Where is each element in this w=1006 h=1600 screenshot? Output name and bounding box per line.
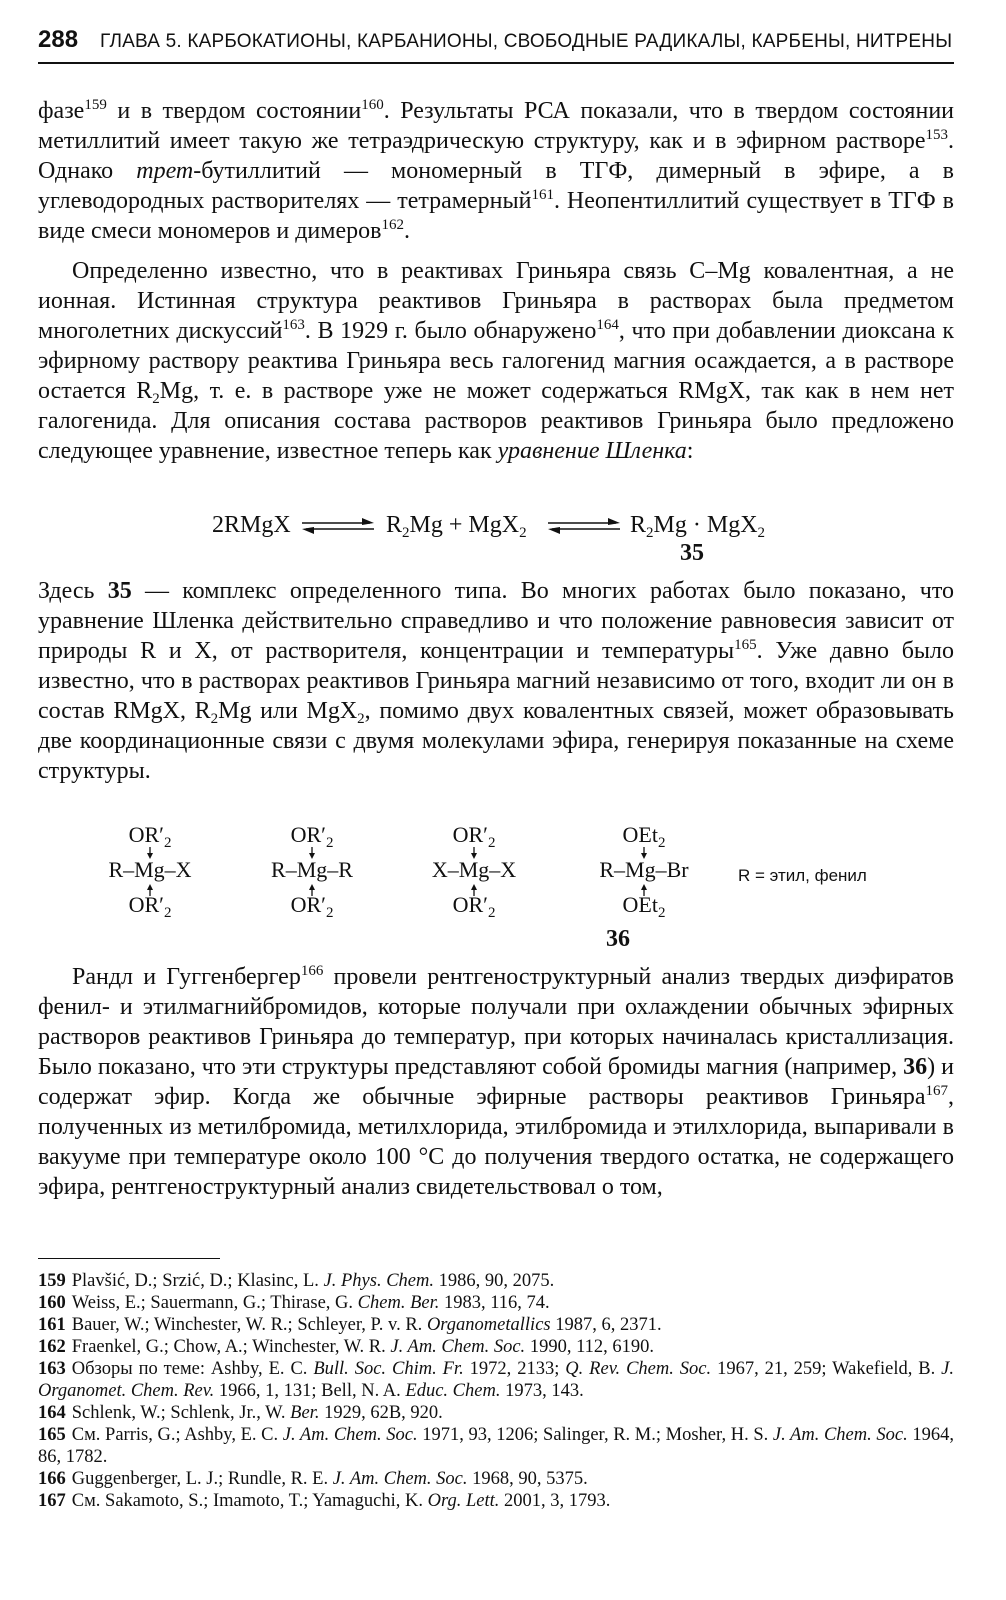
ether-ligand: $OR'_2$ [452, 892, 496, 921]
ref-166: 166 [300, 963, 324, 979]
ether-ligand: $OR'_2$ [452, 822, 496, 851]
structure-r2mg [252, 822, 372, 922]
structures-scheme [0, 822, 1006, 962]
structure-core: R–Mg–Br [599, 857, 689, 882]
paragraph-2: Определенно известно, что в реактивах Гриньяра связь C–Mg ковалентная, а не ионная. Истинная структура реактивов Гриньяра в растворах была предметом многолетних дискуссий$^{163}$. В 1929 г. было обнаружено$^{164}$, что при добавлении диоксана к эфирному раствору реактива Гриньяра весь галогенид магния осаждается, а в растворе остается $R_2Mg$, т. е. в растворе уже не может содержаться RMgX, так как в нем нет галогенида. Для описания состава растворов реактивов Гриньяра было предложено следующее уравнение, известное теперь как уравнение Шленка: [38, 258, 954, 464]
footnote-167: 167 См. Sakamoto, S.; Imamoto, T.; Yamaguchi, K. Org. Lett. 2001, 3, 1793. [38, 1491, 611, 1511]
schlenk-equation [0, 512, 1006, 572]
compound-label-35: 35 [680, 540, 704, 566]
footnote-163: 163 Обзоры по теме: Ashby, E. C. Bull. Soc. Chim. Fr. 1972, 2133; Q. Rev. Chem. Soc. 1967, 21, 259; Wakefield, B. J. Organomet. Chem. Rev. 1966, 1, 131; Bell, N. A. Educ. Chem. 1973, 143. [38, 1359, 954, 1401]
ether-ligand: $OR'_2$ [128, 822, 172, 851]
footnote-rule [38, 1258, 220, 1259]
page-number: 288 [38, 26, 79, 53]
r-definition: R = этил, фенил [738, 866, 867, 885]
ref-159: 159 [84, 97, 107, 113]
schlenk-equation-term: уравнение Шленка [497, 438, 687, 464]
equilibrium-arrow-icon [300, 516, 376, 536]
ether-ligand: OEt$_2$ [622, 822, 666, 851]
equation-term-2: $R_2Mg + MgX_2$ [386, 512, 527, 541]
structure-core: X–Mg–X [431, 857, 517, 882]
ref-162: 162 [381, 217, 404, 233]
compound-ref-36: 36 [903, 1054, 928, 1080]
running-title: ГЛАВА 5. КАРБОКАТИОНЫ, КАРБАНИОНЫ, СВОБОДНЫЕ РАДИКАЛЫ, КАРБЕНЫ, НИТРЕНЫ [100, 31, 953, 52]
footnote-162: 162 Fraenkel, G.; Chow, A.; Winchester, W. R. J. Am. Chem. Soc. 1990, 112, 6190. [38, 1337, 655, 1357]
footnote-159: 159 Plavšić, D.; Srzić, D.; Klasinc, L. J. Phys. Chem. 1986, 90, 2075. [38, 1271, 555, 1291]
running-header [38, 26, 954, 54]
compound-ref-35: 35 [107, 578, 132, 604]
ether-ligand: $OR'_2$ [290, 892, 334, 921]
equation-term-3: $R_2Mg \cdot MgX_2$ [630, 512, 766, 541]
footnotes [38, 1270, 954, 1512]
paragraph-1: фазе$^{159}$ и в твердом состоянии$^{160}$. Результаты РСА показали, что в твердом состоянии метиллитий имеет такую же тетраэдрическую структуру, как и в эфирном растворе$^{153}$. Однако трет-бутиллитий — мономерный в ТГФ, димерный в эфире, а в углеводородных растворителях — тетрамерный$^{161}$. Неопентиллитий существует в ТГФ в виде смеси мономеров и димеров$^{162}$. [38, 97, 955, 244]
ref-153: 153 [925, 127, 948, 143]
footnote-160: 160 Weiss, E.; Sauermann, G.; Thirase, G. Chem. Ber. 1983, 116, 74. [38, 1293, 550, 1313]
paragraph-4: Рандл и Гуггенбергер$^{166}$ провели рентгеноструктурный анализ твердых диэфиратов фенил- и этилмагнийбромидов, которые получали при охлаждении обычных эфирных растворов реактивов Гриньяра до температур, при которых начиналась кристаллизация. Было показано, что эти структуры представляют собой бромиды магния (например, 36) и содержат эфир. Когда же обычные эфирные растворы реактивов Гриньяра$^{167}$, полученных из метилбромида, метилхлорида, этилбромида и этилхлорида, выпаривали в вакууме при температуре около 100 °С до получения твердого остатка, не содержащего эфира, рентгеноструктурный анализ свидетельствовал о том, [38, 963, 955, 1200]
structure-36 [584, 822, 704, 922]
ether-ligand: $OR'_2$ [128, 892, 172, 921]
ether-ligand: OEt$_2$ [622, 892, 666, 921]
header-rule [38, 62, 954, 64]
footnote-161: 161 Bauer, W.; Winchester, W. R.; Schleyer, P. v. R. Organometallics 1987, 6, 2371. [38, 1315, 662, 1335]
ref-161: 161 [531, 187, 554, 203]
ref-160: 160 [361, 97, 384, 113]
structure-core: R–Mg–X [108, 857, 192, 882]
structure-core: R–Mg–R [271, 857, 353, 882]
structure-mgx2 [414, 822, 534, 922]
ref-164: 164 [596, 317, 619, 333]
equation-term-1: 2RMgX [212, 512, 291, 538]
structure-rmgx [90, 822, 210, 922]
ref-163: 163 [282, 317, 305, 333]
equilibrium-arrow-icon [546, 516, 622, 536]
ether-ligand: $OR'_2$ [290, 822, 334, 851]
footnote-164: 164 Schlenk, W.; Schlenk, Jr., W. Ber. 1929, 62B, 920. [38, 1403, 443, 1423]
footnote-166: 166 Guggenberger, L. J.; Rundle, R. E. J. Am. Chem. Soc. 1968, 90, 5375. [38, 1469, 588, 1489]
ref-167: 167 [925, 1083, 948, 1099]
compound-label-36: 36 [606, 926, 630, 952]
tert-prefix: трет [136, 158, 194, 184]
footnote-165: 165 См. Parris, G.; Ashby, E. C. J. Am. Chem. Soc. 1971, 93, 1206; Salinger, R. M.; Mosher, H. S. J. Am. Chem. Soc. 1964, 86, 1782. [38, 1425, 954, 1467]
ref-165: 165 [734, 637, 757, 653]
paragraph-3: Здесь 35 — комплекс определенного типа. Во многих работах было показано, что уравнение Шленка действительно справедливо и что положение равновесия зависит от природы R и X, от растворителя, концентрации и температуры$^{165}$. Уже давно было известно, что в растворах реактивов Гриньяра магний независимо от того, входит ли он в состав RMgX, $R_2Mg$ или MgX$_2$, помимо двух ковалентных связей, может образовывать две координационные связи с двумя молекулами эфира, генерируя показанные на схеме структуры. [38, 578, 955, 784]
